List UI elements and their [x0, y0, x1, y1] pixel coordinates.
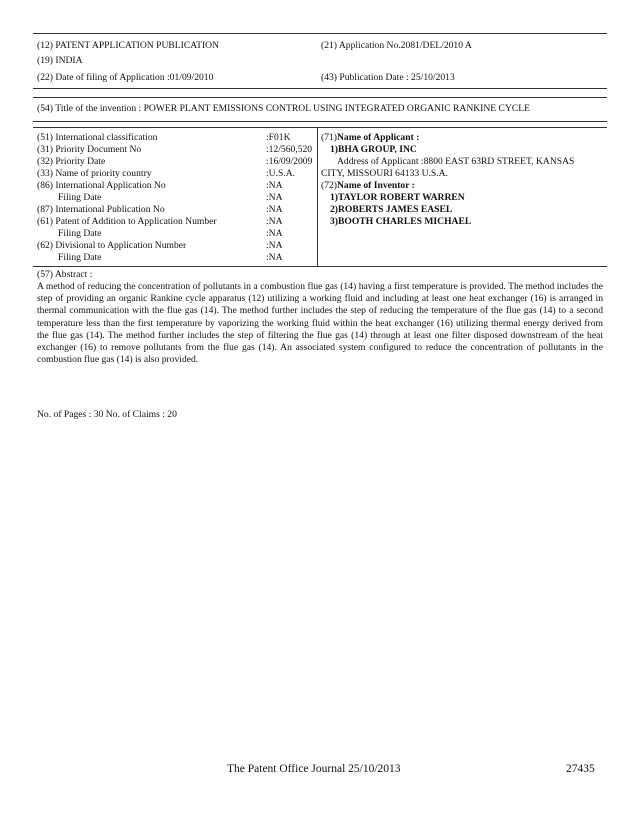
field-value: :NA — [266, 252, 283, 263]
field-value: :16/09/2009 — [266, 156, 313, 167]
page-number: 27435 — [566, 763, 595, 775]
applicant-name: 1)BHA GROUP, INC — [330, 144, 417, 155]
applicant-address-line2: CITY, MISSOURI 64133 U.S.A. — [321, 168, 448, 179]
publication-type: (12) PATENT APPLICATION PUBLICATION — [37, 40, 220, 51]
title-bottom-rule — [33, 121, 607, 122]
field-value: :U.S.A. — [266, 168, 296, 179]
field-label: (86) International Application No — [37, 180, 166, 191]
table-top-rule — [33, 127, 607, 128]
inventor-heading-code: (72) — [321, 180, 337, 191]
filing-date: (22) Date of filing of Application :01/09/2010 — [37, 72, 214, 83]
field-label: (51) International classification — [37, 132, 158, 143]
field-value: :NA — [266, 192, 283, 203]
title-top-rule — [33, 97, 607, 98]
field-label: (33) Name of priority country — [37, 168, 152, 179]
field-value: :NA — [266, 228, 283, 239]
table-divider — [317, 127, 318, 266]
field-label: (31) Priority Document No — [37, 144, 142, 155]
field-value: :NA — [266, 204, 283, 215]
inventor-name: 2)ROBERTS JAMES EASEL — [330, 204, 453, 215]
field-value: :F01K — [266, 132, 291, 143]
inventor-heading — [321, 180, 415, 192]
inventor-name: 1)TAYLOR ROBERT WARREN — [330, 192, 465, 203]
field-value: :12/560,520 — [266, 144, 313, 155]
field-label: Filing Date — [58, 228, 102, 239]
field-label: (87) International Publication No — [37, 204, 165, 215]
journal-footer: The Patent Office Journal 25/10/2013 — [227, 763, 401, 775]
applicant-heading — [321, 132, 419, 144]
applicant-heading-label: Name of Applicant : — [336, 132, 420, 143]
top-rule — [33, 33, 607, 34]
field-value: :NA — [266, 216, 283, 227]
table-bottom-rule — [33, 266, 607, 267]
invention-title: (54) Title of the invention : POWER PLANT EMISSIONS CONTROL USING INTEGRATED ORGANIC RANKINE CYCLE — [37, 103, 531, 114]
field-label: (32) Priority Date — [37, 156, 106, 167]
inventor-name: 3)BOOTH CHARLES MICHAEL — [330, 216, 472, 227]
header-rule — [33, 88, 607, 89]
applicant-heading-code: (71) — [321, 132, 337, 143]
field-value: :NA — [266, 180, 283, 191]
applicant-address-line1: Address of Applicant :8800 EAST 63RD STREET, KANSAS — [337, 156, 575, 167]
pages-and-claims: No. of Pages : 30 No. of Claims : 20 — [37, 409, 177, 420]
field-label: (62) Divisional to Application Number — [37, 240, 187, 251]
field-value: :NA — [266, 240, 283, 251]
field-label: (61) Patent of Addition to Application Number — [37, 216, 217, 227]
publication-date: (43) Publication Date : 25/10/2013 — [321, 72, 455, 83]
field-label: Filing Date — [58, 192, 102, 203]
abstract-text: A method of reducing the concentration of pollutants in a combustion flue gas (14) having a first temperature is provided. The method includes the step of providing an organic Rankine cycle apparatus (12) utilizing a working fluid and including at least one heat exchanger (16) is arranged in thermal communication with the flue gas (14). The method further includes the step of reducing the temperature of the flue gas (14) to a second temperature less than the first temperature by vaporizing the working fluid within the heat exchanger (16) utilizing thermal energy derived from the flue gas (14). The method further includes the step of filtering the flue gas (14) through at least one filter disposed downstream of the heat exchanger (16) to remove pollutants from the flue gas (14). An associated system configured to reduce the concentration of pollutants in the combustion flue gas (14) is also provided. — [37, 281, 603, 366]
field-label: Filing Date — [58, 252, 102, 263]
abstract-heading: (57) Abstract : — [37, 269, 93, 280]
inventor-heading-label: Name of Inventor : — [336, 180, 415, 191]
country: (19) INDIA — [37, 55, 83, 66]
application-number: (21) Application No.2081/DEL/2010 A — [321, 40, 472, 51]
